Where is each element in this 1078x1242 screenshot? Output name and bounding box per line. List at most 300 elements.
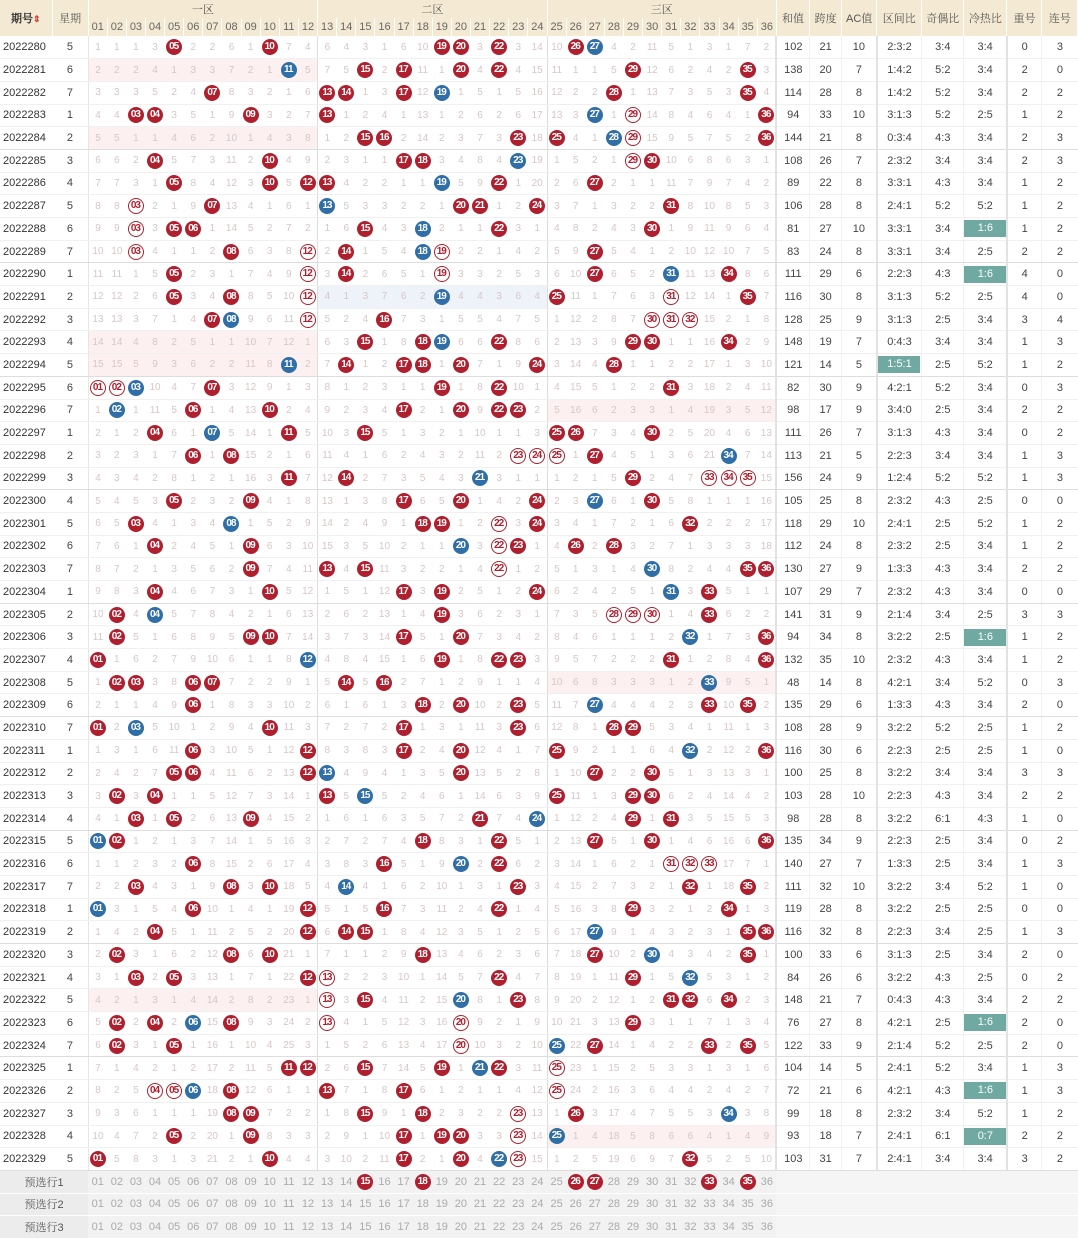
repeat-ball: 22 — [491, 516, 507, 532]
preselect-number-32[interactable]: 32 — [681, 1216, 700, 1239]
number-header-29: 29 — [623, 18, 642, 36]
preselect-number-32[interactable]: 32 — [681, 1193, 700, 1216]
number-cell: 5 — [662, 1102, 681, 1125]
number-cell: 2 — [146, 467, 165, 490]
preselect-number-18[interactable]: 18 — [413, 1193, 432, 1216]
number-cell: 6 — [107, 535, 126, 558]
number-cell: 11 — [279, 308, 298, 331]
number-cell: 6 — [165, 944, 184, 967]
number-cell: 3 — [566, 490, 585, 513]
number-cell — [451, 989, 470, 1012]
number-cell: 1 — [413, 717, 432, 740]
number-cell — [241, 1125, 260, 1148]
number-cell — [509, 444, 528, 467]
number-cell: 5 — [585, 1148, 604, 1171]
number-cell: 6 — [279, 195, 298, 218]
number-cell: 5 — [413, 1057, 432, 1080]
number-cell — [241, 535, 260, 558]
issue-number: 2022310 — [0, 717, 52, 740]
span-value: 32 — [810, 875, 842, 898]
number-cell: 1 — [203, 399, 222, 422]
preselect-number-10[interactable]: 10 — [260, 1216, 279, 1239]
number-cell: 13 — [203, 966, 222, 989]
number-cell: 4 — [260, 263, 279, 286]
number-cell: 2 — [298, 218, 317, 241]
number-cell: 7 — [337, 626, 356, 649]
number-cell: 8 — [643, 1125, 662, 1148]
number-cell — [356, 1102, 375, 1125]
preselect-number-34[interactable]: 34 — [719, 1193, 738, 1216]
preselect-number-26[interactable] — [566, 1170, 585, 1193]
table-row — [0, 286, 1078, 309]
number-cell: 13 — [643, 81, 662, 104]
preselect-number-01[interactable]: 01 — [88, 1193, 107, 1216]
preselect-number-15[interactable] — [356, 1170, 375, 1193]
ac-value: 7 — [842, 989, 877, 1012]
preselect-number-20[interactable]: 20 — [451, 1170, 470, 1193]
number-header-25: 25 — [547, 18, 566, 36]
number-cell: 9 — [260, 376, 279, 399]
repeat-count: 2 — [1007, 944, 1042, 967]
sum-value: 130 — [776, 558, 809, 581]
number-cell: 4 — [566, 127, 585, 150]
consecutive-count: 2 — [1042, 1148, 1078, 1171]
preselect-number-28[interactable]: 28 — [604, 1170, 623, 1193]
consecutive-count: 2 — [1042, 830, 1078, 853]
number-cell: 17 — [604, 1102, 623, 1125]
number-cell: 2 — [490, 1012, 509, 1035]
number-cell: 3 — [298, 830, 317, 853]
drawn-ball: 35 — [740, 947, 756, 963]
preselect-number-20[interactable]: 20 — [451, 1216, 470, 1239]
preselect-number-31[interactable]: 31 — [662, 1216, 681, 1239]
preselect-number-35[interactable]: 35 — [738, 1216, 757, 1239]
number-cell: 11 — [375, 558, 394, 581]
preselect-number-21[interactable]: 21 — [470, 1216, 489, 1239]
preselect-number-30[interactable]: 30 — [643, 1193, 662, 1216]
repeat-count: 2 — [1007, 240, 1042, 263]
preselect-number-29[interactable]: 29 — [623, 1193, 642, 1216]
empty-cell — [776, 1193, 809, 1216]
preselect-number-36[interactable]: 36 — [757, 1193, 776, 1216]
preselect-number-25[interactable]: 25 — [547, 1170, 566, 1193]
preselect-number-05[interactable]: 05 — [165, 1216, 184, 1239]
span-value: 25 — [810, 490, 842, 513]
preselect-number-19[interactable]: 19 — [432, 1170, 451, 1193]
empty-cell — [842, 1216, 877, 1239]
drawn-ball: 05 — [166, 493, 182, 509]
preselect-number-30[interactable]: 30 — [643, 1216, 662, 1239]
number-cell: 15 — [643, 127, 662, 150]
number-cell — [451, 1125, 470, 1148]
number-cell: 3 — [337, 535, 356, 558]
preselect-number-09[interactable]: 09 — [241, 1193, 260, 1216]
preselect-number-14[interactable]: 14 — [337, 1216, 356, 1239]
issue-number: 2022284 — [0, 127, 52, 150]
number-cell: 18 — [279, 875, 298, 898]
selected-ball[interactable]: 33 — [701, 1174, 717, 1190]
number-cell — [165, 172, 184, 195]
number-cell: 3 — [107, 898, 126, 921]
preselect-number-35[interactable]: 35 — [738, 1193, 757, 1216]
preselect-number-04[interactable]: 04 — [146, 1170, 165, 1193]
drawn-ball: 01 — [90, 652, 106, 668]
drawn-ball: 16 — [376, 675, 392, 691]
number-cell — [318, 558, 337, 581]
preselect-number-23[interactable]: 23 — [509, 1193, 528, 1216]
span-value: 25 — [810, 762, 842, 785]
number-cell: 3 — [490, 467, 509, 490]
repeat-count: 1 — [1007, 104, 1042, 127]
number-cell: 2 — [318, 149, 337, 172]
preselect-number-13[interactable]: 13 — [318, 1170, 337, 1193]
table-row — [0, 853, 1078, 876]
number-cell: 4 — [662, 1080, 681, 1103]
sum-value: 140 — [776, 853, 809, 876]
number-cell: 1 — [356, 944, 375, 967]
drawn-ball: 22 — [491, 334, 507, 350]
preselect-number-34[interactable]: 34 — [719, 1216, 738, 1239]
preselect-number-03[interactable]: 03 — [126, 1193, 145, 1216]
preselect-number-08[interactable]: 08 — [222, 1216, 241, 1239]
preselect-number-14[interactable]: 14 — [337, 1193, 356, 1216]
preselect-number-17[interactable]: 17 — [394, 1193, 413, 1216]
preselect-number-21[interactable]: 21 — [470, 1170, 489, 1193]
preselect-number-33[interactable]: 33 — [700, 1216, 719, 1239]
preselect-number-26[interactable]: 26 — [566, 1216, 585, 1239]
preselect-number-12[interactable]: 12 — [298, 1216, 317, 1239]
preselect-number-09[interactable]: 09 — [241, 1170, 260, 1193]
selected-ball[interactable]: 35 — [740, 1174, 756, 1190]
number-cell: 5 — [356, 898, 375, 921]
preselect-number-03[interactable]: 03 — [126, 1170, 145, 1193]
number-cell: 8 — [260, 354, 279, 377]
repeat-count: 3 — [1007, 762, 1042, 785]
consecutive-count: 3 — [1042, 1080, 1078, 1103]
number-cell: 1 — [165, 195, 184, 218]
number-cell: 1 — [146, 626, 165, 649]
preselect-number-22[interactable]: 22 — [490, 1193, 509, 1216]
preselect-number-11[interactable]: 11 — [279, 1216, 298, 1239]
number-cell: 5 — [375, 422, 394, 445]
preselect-label: 预选行3 — [0, 1216, 88, 1239]
number-cell: 7 — [547, 603, 566, 626]
number-cell: 3 — [356, 36, 375, 59]
number-cell: 2 — [681, 785, 700, 808]
consecutive-count: 0 — [1042, 59, 1078, 82]
number-cell: 3 — [681, 376, 700, 399]
number-cell: 2 — [490, 444, 509, 467]
sum-value: 72 — [776, 1080, 809, 1103]
number-cell: 1 — [146, 1034, 165, 1057]
number-cell: 10 — [337, 1148, 356, 1171]
sum-value: 111 — [776, 422, 809, 445]
sum-header: 和值 — [776, 0, 809, 36]
drawn-ball: 11 — [281, 1060, 297, 1076]
zone-ratio: 3:4:0 — [877, 399, 922, 422]
number-cell: 10 — [279, 286, 298, 309]
preselect-number-25[interactable]: 25 — [547, 1193, 566, 1216]
number-cell: 3 — [585, 558, 604, 581]
number-cell: 11 — [203, 921, 222, 944]
preselect-number-05[interactable]: 05 — [165, 1170, 184, 1193]
number-cell: 2 — [356, 830, 375, 853]
number-cell: 4 — [126, 467, 145, 490]
preselect-number-03[interactable]: 03 — [126, 1216, 145, 1239]
preselect-number-16[interactable]: 16 — [375, 1193, 394, 1216]
number-cell: 1 — [566, 444, 585, 467]
preselect-number-23[interactable]: 23 — [509, 1216, 528, 1239]
number-cell: 7 — [566, 694, 585, 717]
number-cell: 4 — [88, 989, 107, 1012]
preselect-number-06[interactable]: 06 — [184, 1216, 203, 1239]
number-cell: 2 — [643, 649, 662, 672]
repeat-ball: 25 — [549, 1083, 565, 1099]
number-cell: 1 — [146, 127, 165, 150]
number-cell — [719, 467, 738, 490]
preselect-number-22[interactable]: 22 — [490, 1170, 509, 1193]
preselect-number-29[interactable]: 29 — [623, 1170, 642, 1193]
number-cell: 5 — [375, 785, 394, 808]
preselect-number-12[interactable]: 12 — [298, 1193, 317, 1216]
consecutive-count: 2 — [1042, 195, 1078, 218]
number-cell: 6 — [126, 1102, 145, 1125]
drawn-ball: 17 — [396, 1151, 412, 1167]
selected-ball[interactable]: 15 — [357, 1174, 373, 1190]
preselect-number-32[interactable]: 32 — [681, 1170, 700, 1193]
preselect-number-36[interactable]: 36 — [757, 1170, 776, 1193]
sort-up-down-icon[interactable]: ⇕ — [33, 14, 41, 24]
preselect-number-07[interactable]: 07 — [203, 1170, 222, 1193]
ac-value: 10 — [842, 104, 877, 127]
number-cell — [356, 422, 375, 445]
number-cell: 2 — [260, 81, 279, 104]
preselect-number-30[interactable]: 30 — [643, 1170, 662, 1193]
preselect-number-20[interactable]: 20 — [451, 1193, 470, 1216]
selected-ball[interactable]: 26 — [568, 1174, 584, 1190]
preselect-number-07[interactable]: 07 — [203, 1216, 222, 1239]
preselect-number-19[interactable]: 19 — [432, 1216, 451, 1239]
drawn-ball: 07 — [204, 312, 220, 328]
number-cell — [623, 467, 642, 490]
number-cell: 5 — [700, 1148, 719, 1171]
number-cell: 2 — [413, 989, 432, 1012]
preselect-number-27[interactable]: 27 — [585, 1216, 604, 1239]
table-row — [0, 649, 1078, 672]
preselect-number-04[interactable]: 04 — [146, 1216, 165, 1239]
number-cell: 3 — [604, 671, 623, 694]
weekday: 2 — [52, 603, 88, 626]
drawn-ball: 33 — [701, 1038, 717, 1054]
number-cell: 19 — [279, 898, 298, 921]
repeat-count: 1 — [1007, 853, 1042, 876]
preselect-number-25[interactable]: 25 — [547, 1216, 566, 1239]
number-cell — [241, 807, 260, 830]
number-cell: 4 — [298, 853, 317, 876]
preselect-number-21[interactable]: 21 — [470, 1193, 489, 1216]
number-cell: 6 — [432, 785, 451, 808]
number-cell: 3 — [604, 422, 623, 445]
preselect-number-15[interactable]: 15 — [356, 1216, 375, 1239]
preselect-number-19[interactable]: 19 — [432, 1193, 451, 1216]
odd-even-ratio: 2:5 — [922, 898, 964, 921]
ac-value: 7 — [842, 59, 877, 82]
preselect-number-34[interactable]: 34 — [719, 1170, 738, 1193]
number-cell: 5 — [623, 581, 642, 604]
empty-cell — [922, 1170, 964, 1193]
sum-value: 84 — [776, 966, 809, 989]
number-cell — [146, 422, 165, 445]
preselect-number-24[interactable]: 24 — [528, 1170, 547, 1193]
selected-ball[interactable]: 18 — [415, 1174, 431, 1190]
number-cell — [126, 218, 145, 241]
preselect-number-11[interactable]: 11 — [279, 1170, 298, 1193]
repeat-count: 2 — [1007, 694, 1042, 717]
number-cell: 12 — [547, 81, 566, 104]
preselect-number-02[interactable]: 02 — [107, 1170, 126, 1193]
preselect-number-18[interactable]: 18 — [413, 1216, 432, 1239]
number-cell: 1 — [451, 422, 470, 445]
preselect-number-36[interactable]: 36 — [757, 1216, 776, 1239]
number-cell: 1 — [375, 875, 394, 898]
preselect-number-15[interactable]: 15 — [356, 1193, 375, 1216]
preselect-number-04[interactable]: 04 — [146, 1193, 165, 1216]
preselect-number-24[interactable]: 24 — [528, 1193, 547, 1216]
number-cell: 10 — [662, 149, 681, 172]
preselect-number-33[interactable]: 33 — [700, 1193, 719, 1216]
empty-cell — [1042, 1193, 1078, 1216]
span-value: 30 — [810, 739, 842, 762]
span-value: 14 — [810, 1057, 842, 1080]
number-cell: 1 — [719, 354, 738, 377]
preselect-number-08[interactable]: 08 — [222, 1193, 241, 1216]
number-cell — [413, 354, 432, 377]
cold-hot-ratio: 2:5 — [964, 921, 1007, 944]
number-cell: 12 — [547, 717, 566, 740]
number-cell: 1 — [260, 59, 279, 82]
number-cell: 5 — [107, 127, 126, 150]
preselect-number-02[interactable]: 02 — [107, 1193, 126, 1216]
preselect-number-16[interactable]: 16 — [375, 1170, 394, 1193]
drawn-ball: 02 — [109, 607, 125, 623]
number-cell — [146, 1080, 165, 1103]
number-cell: 5 — [585, 603, 604, 626]
number-cell: 17 — [566, 921, 585, 944]
number-cell: 4 — [604, 444, 623, 467]
preselect-number-31[interactable]: 31 — [662, 1193, 681, 1216]
preselect-number-10[interactable]: 10 — [260, 1193, 279, 1216]
preselect-number-13[interactable]: 13 — [318, 1193, 337, 1216]
number-cell: 1 — [509, 422, 528, 445]
issue-number: 2022314 — [0, 807, 52, 830]
number-cell — [394, 717, 413, 740]
issue-header[interactable] — [0, 0, 52, 36]
number-cell — [490, 1057, 509, 1080]
drawn-ball: 26 — [568, 538, 584, 554]
number-cell: 5 — [165, 921, 184, 944]
preselect-number-23[interactable]: 23 — [509, 1170, 528, 1193]
selected-ball[interactable]: 27 — [587, 1174, 603, 1190]
number-cell: 2 — [662, 354, 681, 377]
drawn-ball: 22 — [491, 833, 507, 849]
preselect-number-06[interactable]: 06 — [184, 1170, 203, 1193]
preselect-number-09[interactable]: 09 — [241, 1216, 260, 1239]
preselect-number-29[interactable]: 29 — [623, 1216, 642, 1239]
number-cell: 8 — [126, 1148, 145, 1171]
drawn-ball: 08 — [223, 1015, 239, 1031]
number-cell: 4 — [413, 921, 432, 944]
preselect-number-33[interactable] — [700, 1170, 719, 1193]
preselect-number-14[interactable]: 14 — [337, 1170, 356, 1193]
weekday: 5 — [52, 830, 88, 853]
number-cell: 1 — [356, 354, 375, 377]
number-cell: 3 — [623, 535, 642, 558]
number-cell: 6 — [88, 149, 107, 172]
preselect-number-24[interactable]: 24 — [528, 1216, 547, 1239]
number-cell: 2 — [643, 467, 662, 490]
number-cell: 1 — [375, 694, 394, 717]
preselect-number-26[interactable]: 26 — [566, 1193, 585, 1216]
consecutive-count: 2 — [1042, 422, 1078, 445]
special-ball: 01 — [90, 833, 106, 849]
preselect-number-16[interactable]: 16 — [375, 1216, 394, 1239]
preselect-number-07[interactable]: 07 — [203, 1193, 222, 1216]
issue-number: 2022308 — [0, 671, 52, 694]
number-cell: 2 — [757, 36, 776, 59]
number-cell — [375, 671, 394, 694]
number-cell: 7 — [88, 1057, 107, 1080]
preselect-number-17[interactable]: 17 — [394, 1170, 413, 1193]
preselect-number-27[interactable]: 27 — [585, 1193, 604, 1216]
preselect-number-27[interactable] — [585, 1170, 604, 1193]
preselect-number-22[interactable]: 22 — [490, 1216, 509, 1239]
number-cell — [222, 1080, 241, 1103]
number-cell: 1 — [184, 1034, 203, 1057]
drawn-ball: 16 — [376, 901, 392, 917]
drawn-ball: 14 — [338, 244, 354, 260]
preselect-number-05[interactable]: 05 — [165, 1193, 184, 1216]
odd-even-ratio: 5:2 — [922, 59, 964, 82]
number-cell: 1 — [432, 626, 451, 649]
number-cell: 5 — [451, 966, 470, 989]
preselect-number-10[interactable]: 10 — [260, 1170, 279, 1193]
preselect-number-28[interactable]: 28 — [604, 1193, 623, 1216]
repeat-count: 1 — [1007, 1102, 1042, 1125]
number-cell — [394, 81, 413, 104]
number-cell — [681, 626, 700, 649]
preselect-number-06[interactable]: 06 — [184, 1193, 203, 1216]
preselect-number-11[interactable]: 11 — [279, 1193, 298, 1216]
number-cell: 5 — [298, 875, 317, 898]
preselect-number-02[interactable]: 02 — [107, 1216, 126, 1239]
preselect-number-28[interactable]: 28 — [604, 1216, 623, 1239]
preselect-number-13[interactable]: 13 — [318, 1216, 337, 1239]
preselect-number-18[interactable] — [413, 1170, 432, 1193]
preselect-number-31[interactable]: 31 — [662, 1170, 681, 1193]
number-cell: 1 — [432, 59, 451, 82]
number-cell — [470, 1057, 489, 1080]
repeat-count: 2 — [1007, 989, 1042, 1012]
preselect-number-17[interactable]: 17 — [394, 1216, 413, 1239]
number-cell: 9 — [241, 1012, 260, 1035]
preselect-number-01[interactable]: 01 — [88, 1216, 107, 1239]
number-cell: 4 — [203, 512, 222, 535]
preselect-number-35[interactable] — [738, 1170, 757, 1193]
number-cell: 4 — [375, 218, 394, 241]
preselect-number-08[interactable]: 08 — [222, 1170, 241, 1193]
preselect-number-01[interactable]: 01 — [88, 1170, 107, 1193]
preselect-number-12[interactable]: 12 — [298, 1170, 317, 1193]
